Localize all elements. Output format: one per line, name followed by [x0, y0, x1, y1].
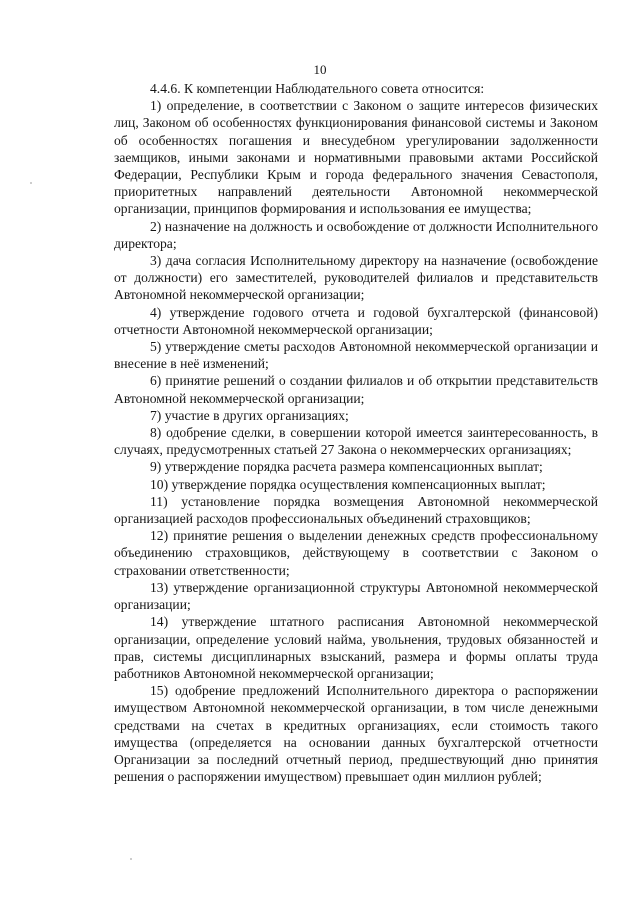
- list-item: 12) принятие решения о выделении денежных средств профессиональному объединению страховщиков, действующему в соответствии с Законом о страховании ответственности;: [114, 528, 598, 578]
- section-heading: 4.4.6. К компетенции Наблюдательного совета относится:: [150, 81, 485, 96]
- list-item: 15) одобрение предложений Исполнительного директора о распоряжении имуществом Автономной некоммерческой организации, в том числе денежными средствами на счетах в кредитных организациях, если стоимость такого имущества (определяется на основании данных бухгалтерской отчетности Организации за последний отчетный период, предшествующий дню принятия решения о распоряжении имуществом) превышает один миллион рублей;: [114, 683, 598, 785]
- list-item: 8) одобрение сделки, в совершении которой имеется заинтересованность, в случаях, предусмотренных статьей 27 Закона о некоммерческих организациях;: [114, 425, 598, 458]
- page-number: 10: [313, 62, 327, 77]
- document-body: [114, 80, 598, 785]
- list-item: 6) принятие решений о создании филиалов и об открытии представительств Автономной некоммерческой организации;: [114, 373, 598, 406]
- list-item: 9) утверждение порядка расчета размера компенсационных выплат;: [150, 459, 543, 475]
- scan-speck: [30, 182, 32, 184]
- list-item: 13) утверждение организационной структуры Автономной некоммерческой организации;: [114, 579, 598, 613]
- list-item: 2) назначение на должность и освобождение от должности Исполнительного директора;: [114, 218, 598, 251]
- list-item: 10) утверждение порядка осуществления компенсационных выплат;: [150, 476, 546, 492]
- scan-speck: [130, 858, 132, 860]
- list-item: 1) определение, в соответствии с Законом о защите интересов физических лиц, Законом об особенностях функционирования финансовой системы и Законом об особенностях погашения и внесудебном урегулировании задолженности заемщиков, иными законами и нормативными правовыми актами Российской Федерации, Республики Крым и города федерального значения Севастополя, приоритетных направлений деятельности Автономной некоммерческой организации, принципов формирования и использования ее имущества;: [114, 98, 598, 217]
- list-item: 14) утверждение штатного расписания Автономной некоммерческой организации, определение условий найма, увольнения, трудовых обязанностей и прав, системы дисциплинарных взысканий, размера и формы оплаты труда работников Автономной некоммерческой организации;: [114, 614, 598, 681]
- list-item: 11) установление порядка возмещения Автономной некоммерческой организацией расходов профессиональных объединений страховщиков;: [114, 493, 598, 527]
- list-item: 5) утверждение сметы расходов Автономной некоммерческой организации и внесение в неё изменений;: [114, 339, 598, 372]
- list-item: 4) утверждение годового отчета и годовой бухгалтерской (финансовой) отчетности Автономной некоммерческой организации;: [114, 304, 598, 337]
- list-item: 3) дача согласия Исполнительному директору на назначение (освобождение от должности) его заместителей, руководителей филиалов и представительств Автономной некоммерческой организации;: [114, 253, 598, 303]
- list-item: 7) участие в других организациях;: [150, 407, 349, 423]
